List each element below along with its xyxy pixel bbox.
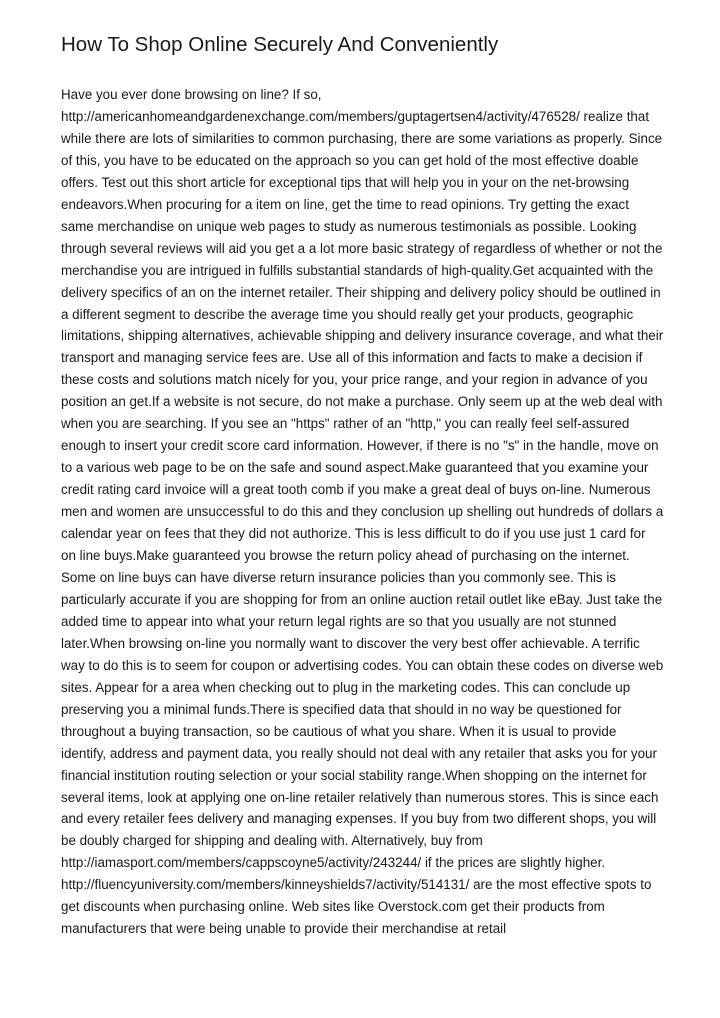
document-title: How To Shop Online Securely And Conveniently (61, 33, 499, 56)
document-body-text: Have you ever done browsing on line? If so, http://americanhomeandgardenexchange.com/members/guptagertsen4/activity/476528/ realize that while there are lots of similarities to common purchasing, there are some variations as properly. Since of this, you have to be educated on the approach so you can get hold of the most effective doable offers. Test out this short article for exceptional tips that will help you in your on the net-browsing endeavors.When procuring for a item on line, get the time to read opinions. Try getting the exact same merchandise on unique web pages to study as numerous testimonials as possible. Looking through several reviews will aid you get a a lot more basic strategy of regardless of whether or not the merchandise you are intrigued in fulfills substantial standards of high-quality.Get acquainted with the delivery specifics of an on the internet retailer. Their shipping and delivery policy should be outlined in a different segment to describe the average time you should really get your products, geographic limitations, shipping alternatives, achievable shipping and delivery insurance coverage, and what their transport and managing service fees are. Use all of this information and facts to make a decision if these costs and solutions match nicely for you, your price range, and your region in advance of you position an get.If a website is not secure, do not make a purchase. Only seem up at the web deal with when you are searching. If you see an "https" rather of an "http," you can really feel self-assured enough to insert your credit score card information. However, if there is no "s" in the handle, move on to a various web page to be on the safe and sound aspect.Make guaranteed that you examine your credit rating card invoice will a great tooth comb if you make a great deal of buys on-line. Numerous men and women are unsuccessful to do this and they conclusion up shelling out hundreds of dollars a calendar year on fees that they did not authorize. This is less difficult to do if you use just 1 card for on line buys.Make guaranteed you browse the return policy ahead of purchasing on the internet. Some on line buys can have diverse return insurance policies than you commonly see. This is particularly accurate if you are shopping for from an online auction retail outlet like eBay. Just take the added time to appear into what your return legal rights are so that you usually are not stunned later.When browsing on-line you normally want to discover the very best offer achievable. A terrific way to do this is to seem for coupon or advertising codes. You can obtain these codes on diverse web sites. Appear for a area when checking out to plug in the marketing codes. This can conclude up preserving you a minimal funds.There is specified data that should in no way be questioned for throughout a buying transaction, so be cautious of what you share. When it is usual to provide identify, address and payment data, you really should not deal with any retailer that asks you for your financial institution routing selection or your social stability range.When shopping on the internet for several items, look at applying one on-line retailer relatively than numerous stores. This is since each and every retailer fees delivery and managing expenses. If you buy from two different shops, you will be doubly charged for shipping and dealing with. Alternatively, buy from http://iamasport.com/members/cappscoyne5/activity/243244/ if the prices are slightly higher. http://fluencyuniversity.com/members/kinneyshields7/activity/514131/ are the most effective spots to get discounts when purchasing online. Web sites like Overstock.com get their products from manufacturers that were being unable to provide their merchandise at retail (61, 87, 664, 937)
